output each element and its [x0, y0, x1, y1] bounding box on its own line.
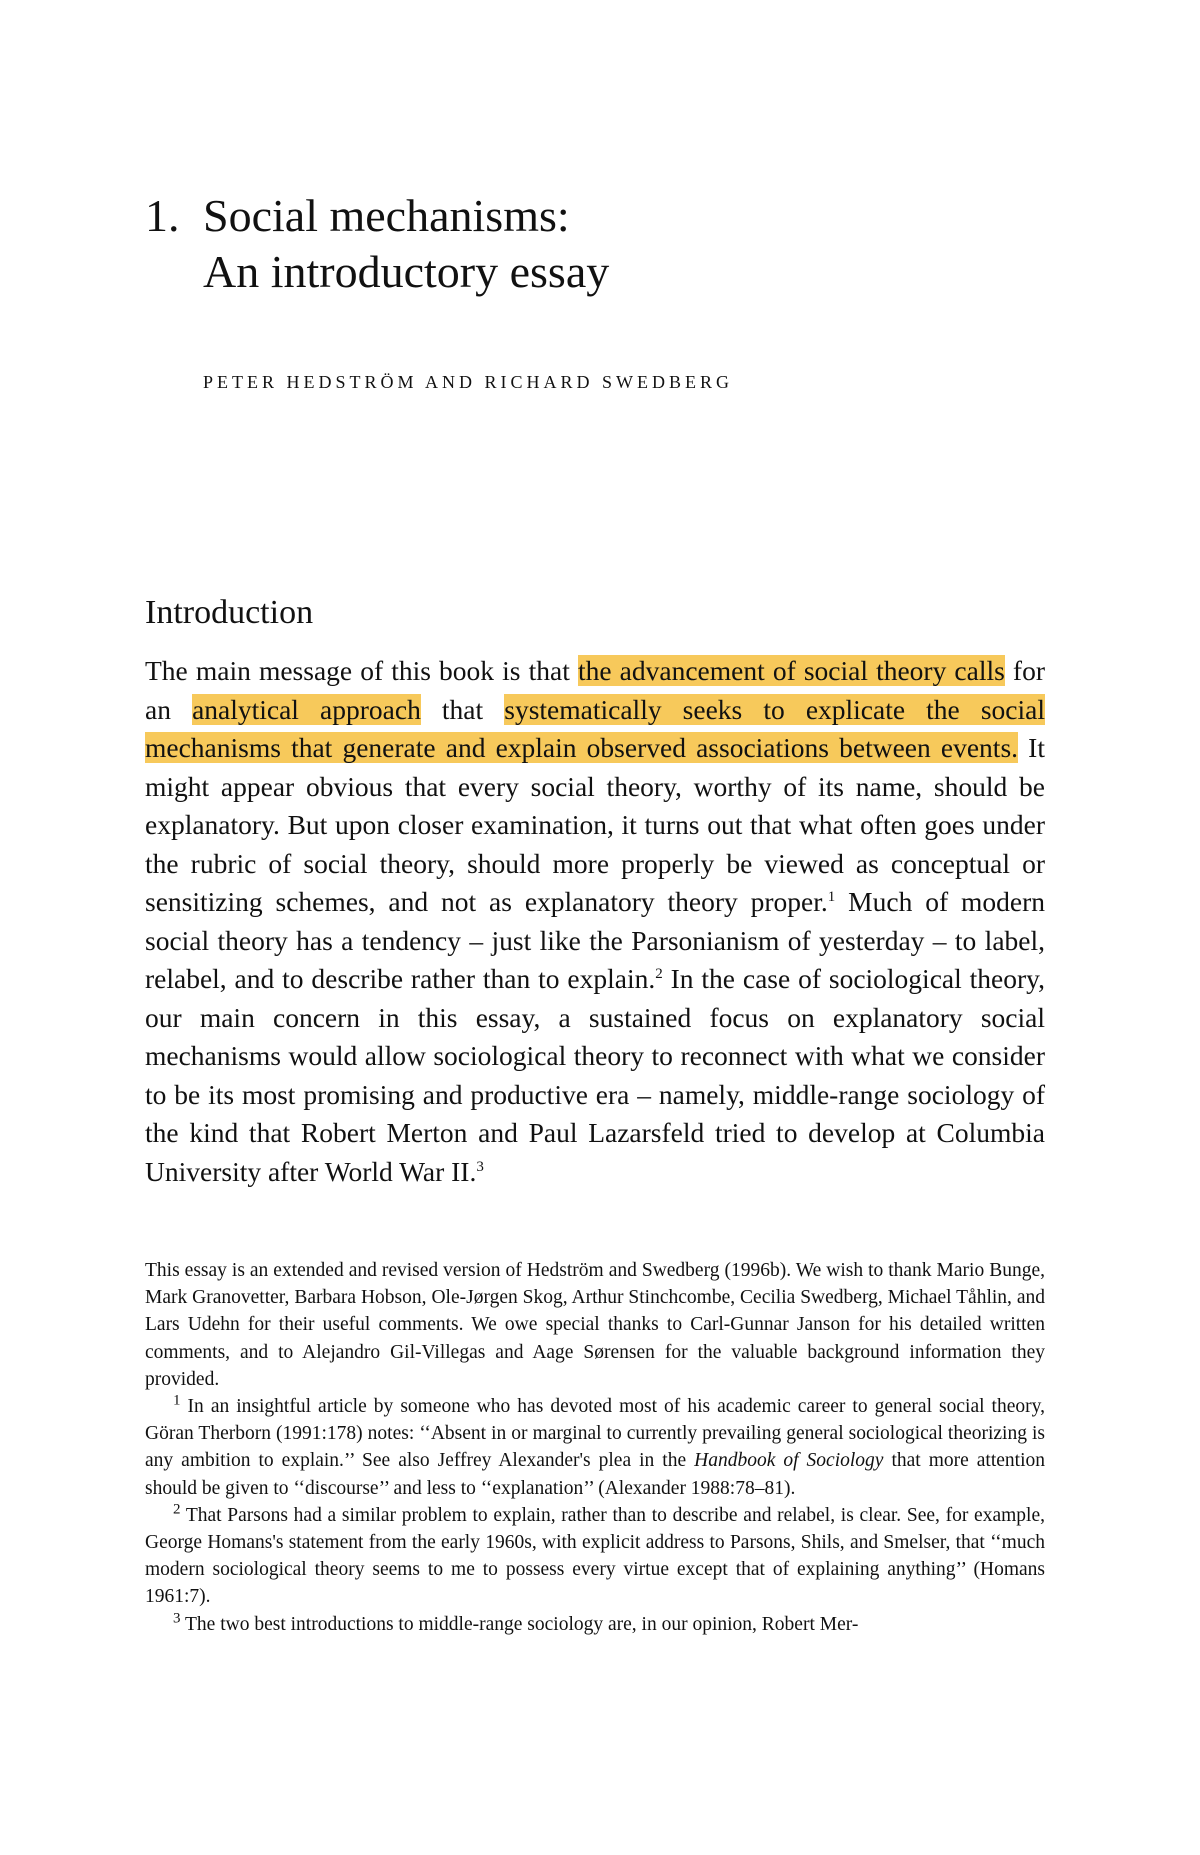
- footnote-3-text: The two best introductions to middle-range sociology are, in our opinion, Robert Mer-: [180, 1613, 859, 1635]
- body-text-pre: The main message of this book is that: [145, 655, 578, 686]
- chapter-title: [145, 188, 1045, 300]
- footnote-3-number: 3: [173, 1610, 181, 1627]
- body-text-1: It might appear obvious that every social theory, worthy of its name, should be explanatory. But upon closer examination, it turns out that what often goes under the rubric of social theory, should more properly be viewed as conceptual or sensitizing schemes, and not as explanatory theory proper.: [145, 732, 1045, 917]
- body-text-mid1: for an: [145, 655, 1045, 725]
- footnote-3: [145, 1611, 1045, 1638]
- footnote-1-text-a: In an insightful article by someone who has devoted most of his academic career to general social theory, Göran Therborn (1991:178) notes: ‘‘Absent in or marginal to currently prevailing general sociological theorizing is any ambition to explain.’’ See also Jeffrey Alexander's plea in the: [145, 1396, 1045, 1472]
- footnote-ref-1[interactable]: 1: [827, 888, 836, 905]
- footnote-2: [145, 1502, 1045, 1611]
- chapter-title-line2: An introductory essay: [203, 246, 610, 297]
- body-text-mid2: that: [420, 693, 505, 725]
- body-text-2: Much of modern social theory has a tendency – just like the Parsonianism of yesterday – to label, relabel, and to describe rather than to explain.: [145, 886, 1045, 994]
- highlight-systematically[interactable]: systematically seeks to explicate the social mechanisms that generate and explain observed associations between events.: [145, 693, 1045, 763]
- section-heading: Introduction: [145, 594, 314, 631]
- footnote-1-italic: Handbook of Sociology: [694, 1450, 884, 1472]
- chapter-title-line1: Social mechanisms:: [203, 190, 570, 241]
- highlight-advancement[interactable]: the advancement of social theory calls: [577, 655, 1005, 686]
- footnote-ref-3[interactable]: 3: [476, 1158, 484, 1175]
- footnote-intro: This essay is an extended and revised version of Hedström and Swedberg (1996b). We wish to thank Mario Bunge, Mark Granovetter, Barbara Hobson, Ole-Jørgen Skog, Arthur Stinchcombe, Cecilia Swedberg, Michael Tåhlin, and Lars Udehn for their useful comments. We owe special thanks to Carl-Gunnar Janson for his detailed written comments, and to Alejandro Gil-Villegas and Aage Sørensen for the valuable background information they provided.: [145, 1260, 1045, 1390]
- body-paragraph: [145, 652, 1045, 1191]
- footnote-ref-2[interactable]: 2: [655, 965, 663, 982]
- footnote-1-text-b: that more attention should be given to ‘‘discourse’’ and less to ‘‘explanation’’ (Alexander 1988:78–81).: [145, 1450, 1045, 1499]
- body-text-3: In the case of sociological theory, our main concern in this essay, a sustained focus on explanatory social mechanisms would allow sociological theory to reconnect with what we consider to be its most promising and productive era – namely, middle-range sociology of the kind that Robert Merton and Paul Lazarsfeld tried to develop at Columbia University after World War II.: [145, 963, 1045, 1187]
- footnote-1-number: 1: [173, 1392, 181, 1409]
- chapter-number: 1.: [145, 190, 180, 241]
- footnotes: [145, 1257, 1045, 1638]
- footnote-1: [145, 1393, 1045, 1502]
- footnote-2-number: 2: [173, 1501, 181, 1518]
- authors-byline: PETER HEDSTRÖM AND RICHARD SWEDBERG: [203, 372, 734, 392]
- highlight-analytical-approach[interactable]: analytical approach: [192, 693, 421, 725]
- footnote-2-text: That Parsons had a similar problem to explain, rather than to describe and relabel, is clear. See, for example, George Homans's statement from the early 1960s, with explicit address to Parsons, Shils, and Smelser, that ‘‘much modern sociological theory seems to me to possess every virtue except that of explaining anything’’ (Homans 1961:7).: [145, 1504, 1045, 1608]
